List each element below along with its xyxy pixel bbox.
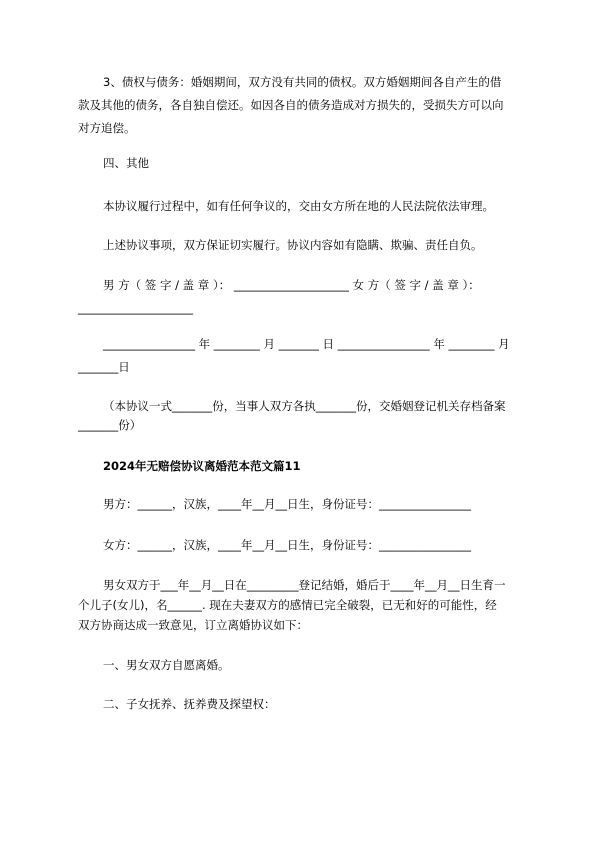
agreement-title: 2024年无赔偿协议离婚范本范文篇11	[103, 459, 301, 473]
item-1-divorce: 一、男女双方自愿离婚。	[103, 658, 230, 672]
man-info-line: 男方：______，汉族，____年__月__日生，身份证号：________________	[103, 497, 471, 511]
signature-line-1: 男 方（ 签 字 / 盖 章 ）： ____________________ 女 方（ 签 字 / 盖 章 ）：	[103, 278, 480, 292]
marriage-paragraph-line-3: 双方协商达成一致意见，订立离婚协议如下：	[78, 618, 308, 632]
dispute-paragraph: 本协议履行过程中，如有任何争议的，交由女方所在地的人民法院依法审理。	[103, 199, 494, 213]
date-line-1: ________________ 年 ________ 月 _______ 日 ________________ 年 ________ 月	[103, 337, 510, 351]
clause-3-line-2: 款及其他的债务，各自独自偿还。如因各自的债务造成对方损失的，受损失方可以向	[78, 98, 504, 112]
copies-note-line-2: _______份）	[78, 418, 142, 432]
signature-line-2: ____________________	[78, 301, 193, 315]
clause-3-line-1: 3、债权与债务：婚姻期间，双方没有共同的债权。双方婚姻期间各自产生的借	[103, 75, 502, 89]
copies-note-line-1: （本协议一式_______份，当事人双方各执_______份，交婚姻登记机关存档备案	[103, 399, 506, 413]
clause-3-line-3: 对方追偿。	[78, 121, 136, 135]
date-line-2: _______日	[78, 360, 130, 374]
marriage-paragraph-line-1: 男女双方于___年__月__日在_________登记结婚，婚后于____年__月__日生育一	[103, 578, 506, 592]
section-heading-other: 四、其他	[103, 156, 149, 170]
guarantee-paragraph: 上述协议事项，双方保证切实履行。协议内容如有隐瞒、欺骗、责任自负。	[103, 238, 483, 252]
item-2-children: 二、子女抚养、抚养费及探望权：	[103, 697, 276, 711]
woman-info-line: 女方：______，汉族，____年__月__日生，身份证号：________________	[103, 538, 471, 552]
marriage-paragraph-line-2: 个儿子(女儿)，名______. 现在夫妻双方的感情已完全破裂，已无和好的可能性，经	[78, 598, 497, 612]
